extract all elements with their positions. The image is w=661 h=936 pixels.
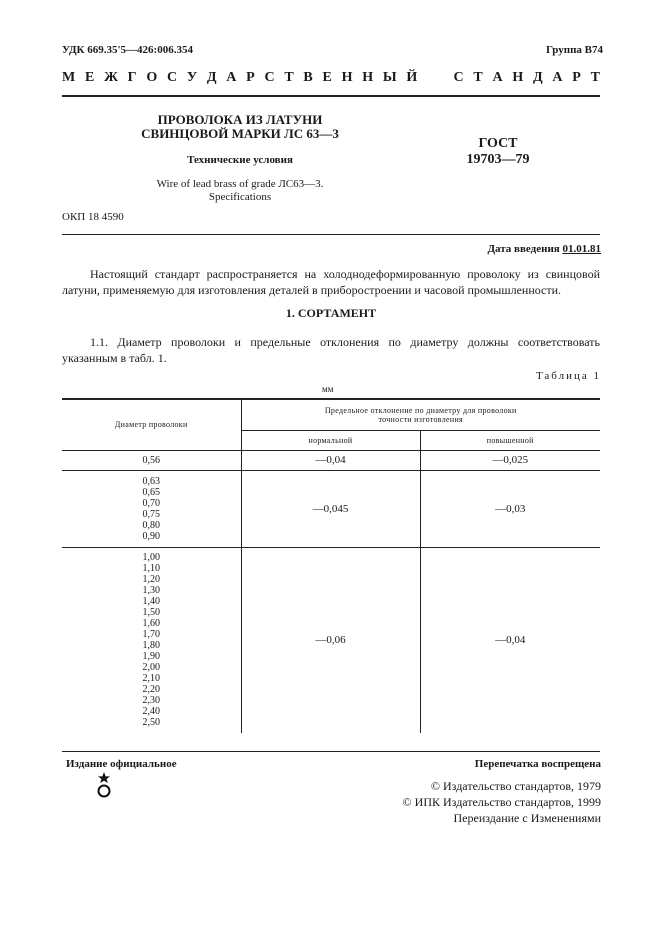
banner-letter: М xyxy=(62,70,76,85)
copyright-1999: © ИПК Издательство стандартов, 1999 xyxy=(402,795,601,809)
table-row xyxy=(62,547,600,733)
subtitle: Технические условия xyxy=(187,154,293,166)
banner-letter: Н xyxy=(362,70,374,85)
banner-letter: Е xyxy=(322,70,332,85)
col-header-deviation-line1: Предельное отклонение по диаметру для проволоки xyxy=(324,405,517,415)
banner-letter: Д xyxy=(533,70,543,85)
gost-designation xyxy=(448,136,548,168)
reissue-note: Переиздание с Изменениями xyxy=(453,811,601,825)
udk-code: УДК 669.35'5—426:006.354 xyxy=(62,44,193,56)
gost-number: 19703—79 xyxy=(466,152,530,167)
table-row xyxy=(62,470,600,547)
row-3-diameters: 1,00 1,10 1,20 1,30 1,40 1,50 1,60 1,70 1,80 1,90 2,00 2,10 2,20 2,30 2,40 2,50 xyxy=(142,551,160,728)
intro-date xyxy=(487,243,601,255)
banner-letter: Г xyxy=(127,70,137,85)
banner-letter: Й xyxy=(406,70,418,85)
banner-letter: Р xyxy=(246,70,255,85)
banner-letter xyxy=(427,70,431,86)
copyright-block xyxy=(403,778,601,826)
english-title-2: Specifications xyxy=(208,191,272,203)
banner-letter: Т xyxy=(590,70,600,85)
banner-letter: Д xyxy=(206,70,217,85)
banner-letter: А xyxy=(492,70,503,85)
header-rule xyxy=(62,234,600,235)
banner-letter: О xyxy=(146,70,158,85)
row-3-normal: —0,06 xyxy=(241,547,420,733)
banner-letter: С xyxy=(264,70,275,85)
copyright-1979: © Издательство стандартов, 1979 xyxy=(430,779,601,793)
okp-code: ОКП 18 4590 xyxy=(62,211,124,223)
banner-letter: С xyxy=(166,70,178,85)
tolerance-table xyxy=(62,398,600,733)
table-label: Таблица 1 xyxy=(535,370,601,382)
scope-paragraph: Настоящий стандарт распространяется на холоднодеформированную проволоку из свинцовой латуни, применяемую для изготовления деталей в приборостроении и часовой промышленности. xyxy=(62,267,600,297)
section-title: 1. СОРТАМЕНТ xyxy=(285,306,377,320)
title-line-1: ПРОВОЛОКА ИЗ ЛАТУНИ xyxy=(157,112,323,127)
col-header-deviation-line2: точности изготовления xyxy=(378,414,464,424)
col-header-diameter: Диаметр проволоки xyxy=(114,420,188,430)
banner-letter: Н xyxy=(512,70,524,85)
interstate-standard-banner xyxy=(62,70,600,86)
standards-emblem-icon xyxy=(93,772,115,798)
english-title-1: Wire of lead brass of grade ЛС63—3. xyxy=(156,178,324,190)
banner-letter: Н xyxy=(341,70,353,85)
gost-label: ГОСТ xyxy=(478,136,518,151)
banner-letter: Т xyxy=(473,70,483,85)
banner-letter: А xyxy=(552,70,563,85)
col-header-high: повышенной xyxy=(420,430,600,450)
row-2-normal: —0,045 xyxy=(241,470,420,547)
group-code: Группа В74 xyxy=(545,44,603,56)
row-2-diameters: 0,63 0,65 0,70 0,75 0,80 0,90 xyxy=(142,475,160,542)
title-line-2: СВИНЦОВОЙ МАРКИ ЛС 63—3 xyxy=(141,126,339,141)
intro-date-value: 01.01.81 xyxy=(562,243,601,255)
row-1-diameters: 0,56 xyxy=(142,454,160,466)
col-header-deviation xyxy=(241,399,600,430)
intro-date-label: Дата введения xyxy=(487,243,560,255)
banner-letter: Ж xyxy=(104,70,118,85)
banner-letter: Е xyxy=(84,70,95,85)
title-block xyxy=(100,113,380,204)
banner-letter: С xyxy=(453,70,464,85)
footer-rule xyxy=(62,751,600,752)
row-2-high: —0,03 xyxy=(420,470,600,547)
official-edition: Издание официальное xyxy=(66,758,177,770)
reprint-prohibited: Перепечатка воспрещена xyxy=(474,758,601,770)
col-header-normal: нормальной xyxy=(241,430,420,450)
banner-letter: У xyxy=(186,70,198,85)
banner-letter: А xyxy=(226,70,237,85)
row-1-high: —0,025 xyxy=(420,450,600,470)
clause-1-1: 1.1. Диаметр проволоки и предельные отклонения по диаметру должны соответствовать указанным в табл. 1. xyxy=(62,335,600,365)
table-row xyxy=(62,450,600,470)
banner-letter: Ы xyxy=(382,70,397,85)
row-1-normal: —0,04 xyxy=(241,450,420,470)
row-3-high: —0,04 xyxy=(420,547,600,733)
banner-letter xyxy=(440,70,444,86)
top-rule xyxy=(62,95,600,97)
banner-letter: Р xyxy=(572,70,581,85)
table-unit: мм xyxy=(322,384,334,394)
banner-letter: В xyxy=(303,70,313,85)
banner-letter: Т xyxy=(284,70,294,85)
